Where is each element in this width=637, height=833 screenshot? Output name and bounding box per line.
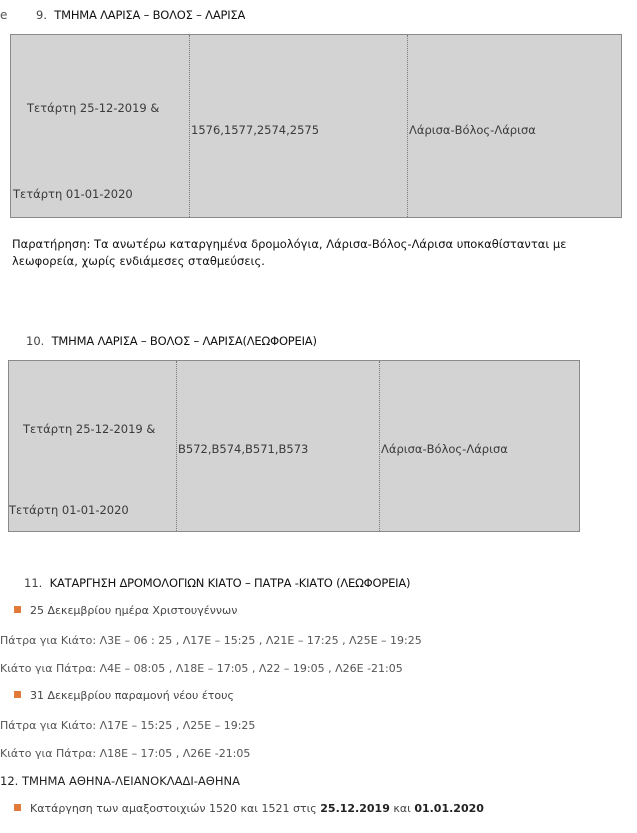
section-9-heading [36, 8, 245, 22]
section-10-title: ΤΜΗΜΑ ΛΑΡΙΣΑ – ΒΟΛΟΣ – ΛΑΡΙΣΑ(ΛΕΩΦΟΡΕΙΑ) [51, 334, 317, 348]
date-b: 01.01.2020 [414, 802, 484, 815]
section-9-note: Παρατήρηση: Τα ανωτέρω καταργημένα δρομολόγια, Λάρισα-Βόλος-Λάρισα υποκαθίστανται με λεωφορεία, χωρίς ενδιάμεσες σταθμεύσεις. [12, 237, 567, 268]
section-12-heading: 12. ΤΜΗΜΑ ΑΘΗΝΑ-ΛΕΙΑΝΟΚΛΑΔΙ-ΑΘΗΝΑ [0, 774, 240, 788]
square-bullet-icon [14, 804, 21, 811]
table-divider [379, 361, 380, 531]
section-11-bullet-2 [14, 689, 234, 702]
table-divider [407, 35, 408, 217]
section-11-bullet-1 [14, 604, 237, 617]
table-divider [189, 35, 190, 217]
section-9-date-2: Τετάρτη 01-01-2020 [13, 187, 133, 201]
edge-glyph: e [0, 8, 8, 22]
section-10-date-1: Τετάρτη 25-12-2019 & [23, 422, 156, 436]
section-11-number: 11. [24, 576, 43, 590]
section-10-date-2: Τετάρτη 01-01-2020 [9, 503, 129, 517]
schedule-line-2: Κιάτο για Πάτρα: Λ4Ε – 08:05 , Λ18Ε – 17:05 , Λ22 – 19:05 , Λ26Ε -21:05 [0, 662, 403, 675]
square-bullet-icon [14, 691, 21, 698]
section-9-date-1: Τετάρτη 25-12-2019 & [27, 101, 160, 115]
bullet-1-text: 25 Δεκεμβρίου ημέρα Χριστουγέννων [30, 604, 238, 617]
section-9-title: ΤΜΗΜΑ ΛΑΡΙΣΑ – ΒΟΛΟΣ – ΛΑΡΙΣΑ [54, 8, 246, 22]
section-11-heading [24, 576, 410, 590]
section-9-route: Λάρισα-Βόλος-Λάρισα [409, 123, 536, 137]
section-10-number: 10. [26, 334, 45, 348]
section-10-route: Λάρισα-Βόλος-Λάρισα [381, 442, 508, 456]
section-11-title: ΚΑΤΑΡΓΗΣΗ ΔΡΟΜΟΛΟΓΙΩΝ ΚΙΑΤΟ – ΠΑΤΡΑ -ΚΙΑΤΟ (ΛΕΩΦΟΡΕΙΑ) [49, 576, 411, 590]
section-10-heading [26, 334, 317, 348]
table-divider [176, 361, 177, 531]
square-bullet-icon [14, 606, 21, 613]
section-10-trains: Β572,Β574,Β571,Β573 [178, 442, 309, 456]
bullet-2-text: 31 Δεκεμβρίου παραμονή νέου έτους [30, 689, 234, 702]
section-9-trains: 1576,1577,2574,2575 [191, 123, 320, 137]
schedule-line-3: Πάτρα για Κιάτο: Λ17Ε – 15:25 , Λ25Ε – 19:25 [0, 719, 256, 732]
conjunction: και [389, 802, 415, 815]
section-10-table [8, 360, 580, 532]
section-12-bullet-text: Κατάργηση των αμαξοστοιχιών 1520 και 1521 στις [30, 802, 321, 815]
section-12-bullet [14, 802, 484, 815]
section-9-table [10, 34, 622, 218]
schedule-line-4: Κιάτο για Πάτρα: Λ18Ε – 17:05 , Λ26Ε -21:05 [0, 747, 251, 760]
schedule-line-1: Πάτρα για Κιάτο: Λ3Ε – 06 : 25 , Λ17Ε – 15:25 , Λ21Ε – 17:25 , Λ25Ε – 19:25 [0, 634, 422, 647]
date-a: 25.12.2019 [320, 802, 390, 815]
section-9-number: 9. [36, 8, 47, 22]
